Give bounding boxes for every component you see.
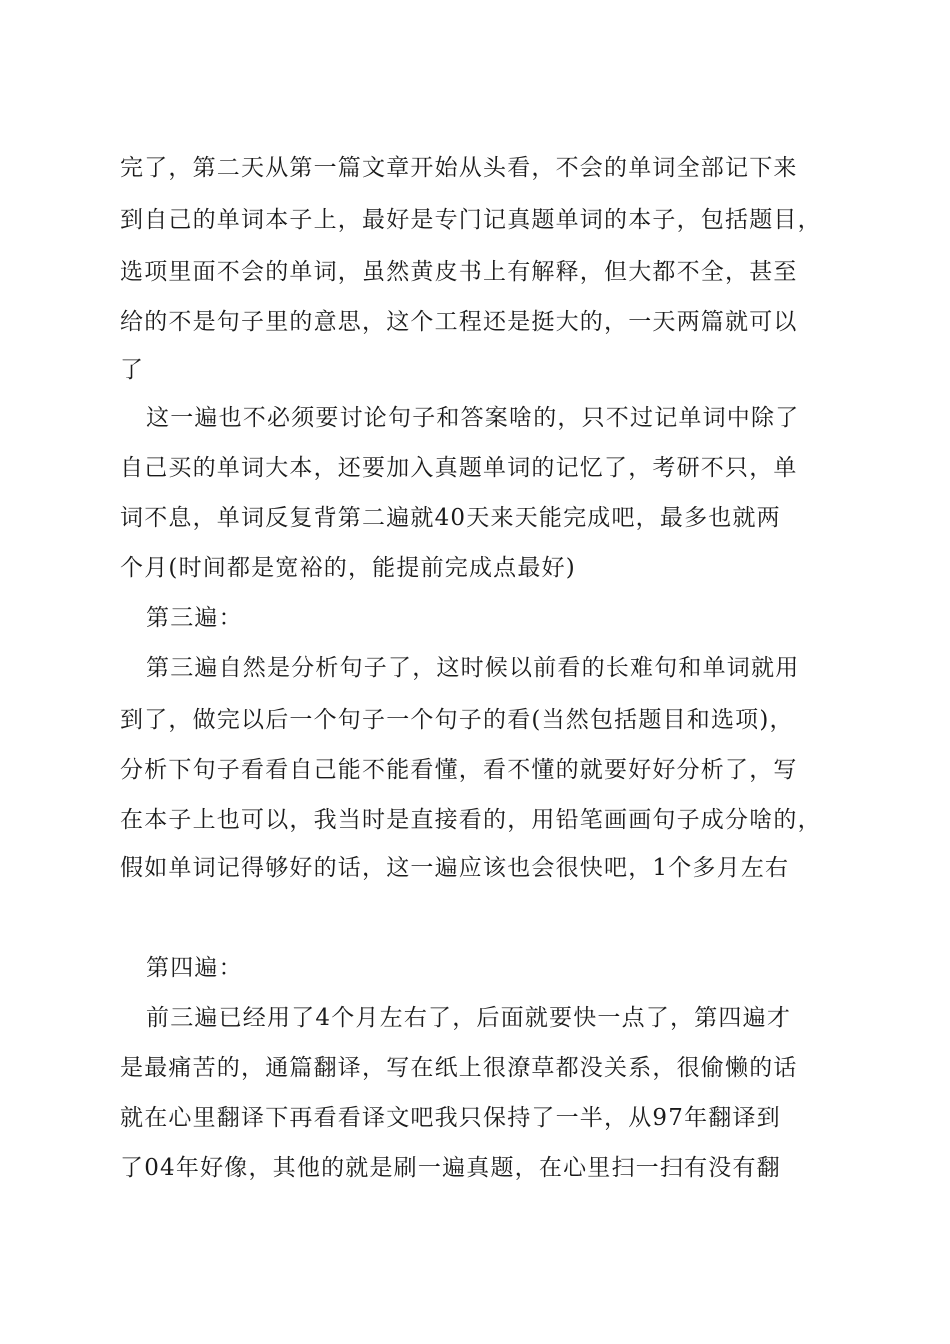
text-line: 完了，第二天从第一篇文章开始从头看，不会的单词全部记下来 [120,155,798,181]
text-line: 个月(时间都是宽裕的，能提前完成点最好) [120,555,576,581]
section-heading: 第四遍： [146,955,243,981]
text-line: 给的不是句子里的意思，这个工程还是挺大的，一天两篇就可以 [120,309,798,335]
text-line: 自己买的单词大本，还要加入真题单词的记忆了，考研不只，单 [120,455,798,481]
text-line: 到自己的单词本子上，最好是专门记真题单词的本子，包括题目， [120,207,822,233]
text-line: 选项里面不会的单词，虽然黄皮书上有解释，但大都不全，甚至 [120,259,798,285]
text-line: 假如单词记得够好的话，这一遍应该也会很快吧，1个多月左右 [120,855,790,881]
text-line: 是最痛苦的，通篇翻译，写在纸上很潦草都没关系，很偷懒的话 [120,1055,798,1081]
text-line: 就在心里翻译下再看看译文吧我只保持了一半，从97年翻译到 [120,1105,781,1131]
text-line: 前三遍已经用了4个月左右了，后面就要快一点了，第四遍才 [146,1005,792,1031]
text-line: 了04年好像，其他的就是刷一遍真题，在心里扫一扫有没有翻 [120,1155,781,1181]
text-line: 在本子上也可以，我当时是直接看的，用铅笔画画句子成分啥的， [120,807,822,833]
text-line: 词不息，单词反复背第二遍就40天来天能完成吧，最多也就两 [120,505,781,531]
text-line: 第三遍自然是分析句子了，这时候以前看的长难句和单词就用 [146,655,800,681]
text-line: 到了，做完以后一个句子一个句子的看(当然包括题目和选项)， [120,707,794,733]
text-line: 这一遍也不必须要讨论句子和答案啥的，只不过记单词中除了 [146,405,800,431]
text-line: 分析下句子看看自己能不能看懂，看不懂的就要好好分析了，写 [120,757,798,783]
section-heading: 第三遍： [146,605,243,631]
text-line: 了 [120,357,145,383]
